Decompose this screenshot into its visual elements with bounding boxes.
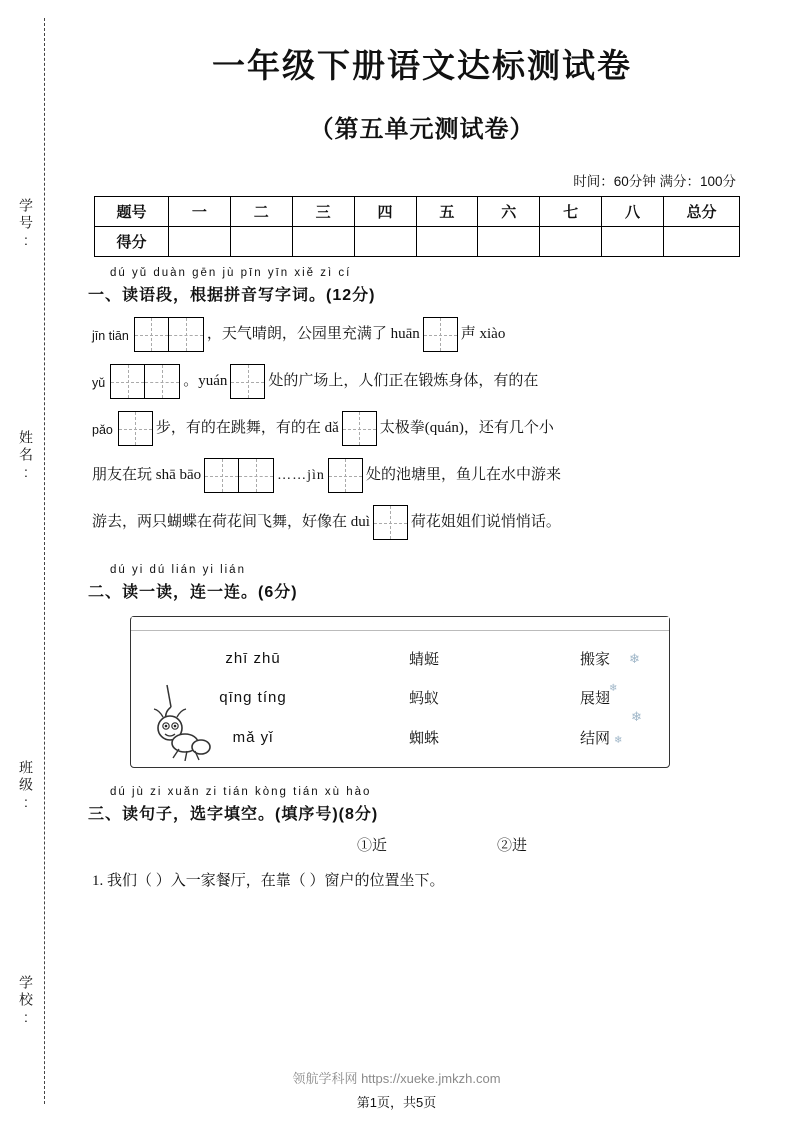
pinyin-hint: jīn tiān bbox=[92, 329, 129, 343]
match-item-pinyin-3[interactable]: mǎ yǐ bbox=[232, 728, 274, 746]
match-item-word-1[interactable]: 蜻蜓 bbox=[408, 652, 439, 669]
answer-grid[interactable] bbox=[342, 411, 377, 446]
page-title: 一年级下册语文达标测试卷 bbox=[212, 47, 632, 84]
tianzige-cell[interactable] bbox=[328, 458, 363, 493]
score-col-total: 总分 bbox=[664, 197, 740, 227]
answer-grid[interactable] bbox=[230, 364, 265, 399]
score-input-1[interactable] bbox=[169, 227, 231, 257]
matching-column-phrases bbox=[549, 639, 641, 757]
score-input-7[interactable] bbox=[540, 227, 602, 257]
answer-grid[interactable] bbox=[118, 411, 153, 446]
line-text-tail: 荷花姐姐们说悄悄话。 bbox=[410, 514, 561, 530]
line-text-tail: 处的池塘里，鱼儿在水中游来 bbox=[365, 467, 561, 483]
answer-grid[interactable] bbox=[204, 458, 274, 493]
section-one-line-1 bbox=[72, 317, 772, 352]
answer-grid[interactable] bbox=[373, 505, 408, 540]
line-text-tail: 太极拳(quán)，还有几个小 bbox=[379, 420, 554, 436]
score-row-label: 得分 bbox=[95, 227, 169, 257]
score-col-3: 三 bbox=[292, 197, 354, 227]
page-subtitle: （第五单元测试卷） bbox=[309, 116, 535, 143]
tianzige-cell[interactable] bbox=[145, 364, 180, 399]
score-col-8: 八 bbox=[602, 197, 664, 227]
match-item-word-3[interactable]: 蜘蛛 bbox=[408, 730, 439, 747]
score-table bbox=[94, 196, 740, 257]
tianzige-cell[interactable] bbox=[118, 411, 153, 446]
answer-grid[interactable] bbox=[328, 458, 363, 493]
tianzige-cell[interactable] bbox=[169, 317, 204, 352]
score-input-4[interactable] bbox=[354, 227, 416, 257]
match-item-phrase-3[interactable]: 结网 bbox=[579, 730, 610, 747]
section-one-line-5 bbox=[72, 505, 772, 540]
tianzige-cell[interactable] bbox=[373, 505, 408, 540]
line-text: 游去，两只蝴蝶在荷花间飞舞，好像在 duì bbox=[92, 514, 370, 530]
score-table-container bbox=[72, 196, 772, 257]
field-label-school: 学校: bbox=[18, 975, 34, 1028]
exam-meta-info: 时间：60分钟 满分：100分 bbox=[573, 174, 736, 189]
table-row-scores bbox=[95, 227, 740, 257]
section-one-title: 一、读语段，根据拼音写字词。(12分) bbox=[88, 287, 376, 304]
choice-option-2[interactable]: ②进 bbox=[497, 838, 528, 854]
ant-illustration-icon bbox=[151, 681, 213, 761]
choice-option-1[interactable]: ①近 bbox=[356, 838, 387, 854]
field-label-class: 班级: bbox=[18, 760, 34, 813]
tianzige-cell[interactable] bbox=[239, 458, 274, 493]
tianzige-cell[interactable] bbox=[134, 317, 169, 352]
score-input-6[interactable] bbox=[478, 227, 540, 257]
section-one bbox=[72, 267, 772, 305]
match-item-word-2[interactable]: 蚂蚁 bbox=[408, 691, 439, 708]
line-text-tail: 处的广场上，人们正在锻炼身体，有的在 bbox=[268, 373, 539, 389]
section-three-choices bbox=[72, 834, 772, 855]
left-margin-rail bbox=[0, 0, 62, 1122]
snowflake-icon: ❄ bbox=[614, 735, 623, 746]
score-col-2: 二 bbox=[230, 197, 292, 227]
score-input-5[interactable] bbox=[416, 227, 478, 257]
line-text: ，天气晴朗，公园里充满了 huān bbox=[206, 326, 420, 342]
section-three-pinyin: dú jù zi xuǎn zi tián kòng tián xù hào bbox=[110, 786, 372, 798]
ellipsis-pinyin: ……jìn bbox=[277, 468, 325, 483]
answer-grid[interactable] bbox=[423, 317, 458, 352]
matching-column-words bbox=[378, 639, 470, 757]
section-two-pinyin: dú yi dú lián yi lián bbox=[110, 564, 246, 576]
snowflake-icon: ❄ bbox=[631, 709, 642, 724]
field-label-name: 姓名: bbox=[18, 430, 34, 483]
section-one-pinyin: dú yǔ duàn gēn jù pīn yīn xiě zì cí bbox=[110, 267, 352, 279]
section-one-line-3 bbox=[72, 411, 772, 446]
match-item-phrase-2[interactable]: 展翅 bbox=[579, 691, 610, 708]
score-col-6: 六 bbox=[478, 197, 540, 227]
score-col-1: 一 bbox=[169, 197, 231, 227]
score-input-3[interactable] bbox=[292, 227, 354, 257]
score-input-8[interactable] bbox=[602, 227, 664, 257]
matching-columns bbox=[207, 639, 641, 757]
score-input-2[interactable] bbox=[230, 227, 292, 257]
score-input-total[interactable] bbox=[664, 227, 740, 257]
matching-exercise-box bbox=[130, 616, 670, 768]
section-one-line-4 bbox=[72, 458, 772, 493]
tianzige-cell[interactable] bbox=[423, 317, 458, 352]
answer-grid[interactable] bbox=[134, 317, 204, 352]
pinyin-hint: yǔ bbox=[92, 376, 106, 390]
torn-paper-edge bbox=[131, 617, 669, 631]
tianzige-cell[interactable] bbox=[204, 458, 239, 493]
dashed-fold-line bbox=[44, 18, 45, 1104]
watermark-text: 领航学科网 https://xueke.jmkzh.com bbox=[292, 1071, 501, 1086]
tianzige-cell[interactable] bbox=[230, 364, 265, 399]
section-three-title: 三、读句子，选字填空。(填序号)(8分) bbox=[88, 806, 379, 823]
section-three-question-1: 1. 我们（ ）入一家餐厅，在靠（ ）窗户的位置坐下。 bbox=[92, 873, 445, 889]
score-header-label: 题号 bbox=[95, 197, 169, 227]
snowflake-icon: ❄ bbox=[629, 651, 640, 666]
match-item-phrase-1[interactable]: 搬家 bbox=[579, 652, 610, 669]
page-footer: 第1页，共5页 bbox=[356, 1095, 437, 1110]
line-text: 。yuán bbox=[183, 373, 228, 389]
section-two bbox=[72, 564, 772, 602]
section-one-line-2 bbox=[72, 364, 772, 399]
snowflake-icon: ❄ bbox=[609, 683, 618, 694]
match-item-pinyin-1[interactable]: zhī zhū bbox=[225, 650, 281, 668]
line-text-tail: 声 xiào bbox=[460, 326, 506, 342]
tianzige-cell[interactable] bbox=[110, 364, 145, 399]
exam-page bbox=[72, 0, 772, 1122]
field-label-student-number: 学号: bbox=[18, 198, 34, 251]
answer-grid[interactable] bbox=[110, 364, 180, 399]
section-two-title: 二、读一读，连一连。(6分) bbox=[88, 584, 298, 601]
score-col-7: 七 bbox=[540, 197, 602, 227]
match-item-pinyin-2[interactable]: qīng tíng bbox=[219, 689, 287, 707]
tianzige-cell[interactable] bbox=[342, 411, 377, 446]
line-text: 朋友在玩 shā bāo bbox=[92, 467, 202, 483]
line-text: 步，有的在跳舞，有的在 dǎ bbox=[155, 420, 339, 436]
section-three bbox=[72, 786, 772, 824]
table-row-header bbox=[95, 197, 740, 227]
matching-column-pinyin bbox=[207, 639, 299, 757]
score-col-5: 五 bbox=[416, 197, 478, 227]
pinyin-hint: pǎo bbox=[92, 423, 113, 437]
score-col-4: 四 bbox=[354, 197, 416, 227]
